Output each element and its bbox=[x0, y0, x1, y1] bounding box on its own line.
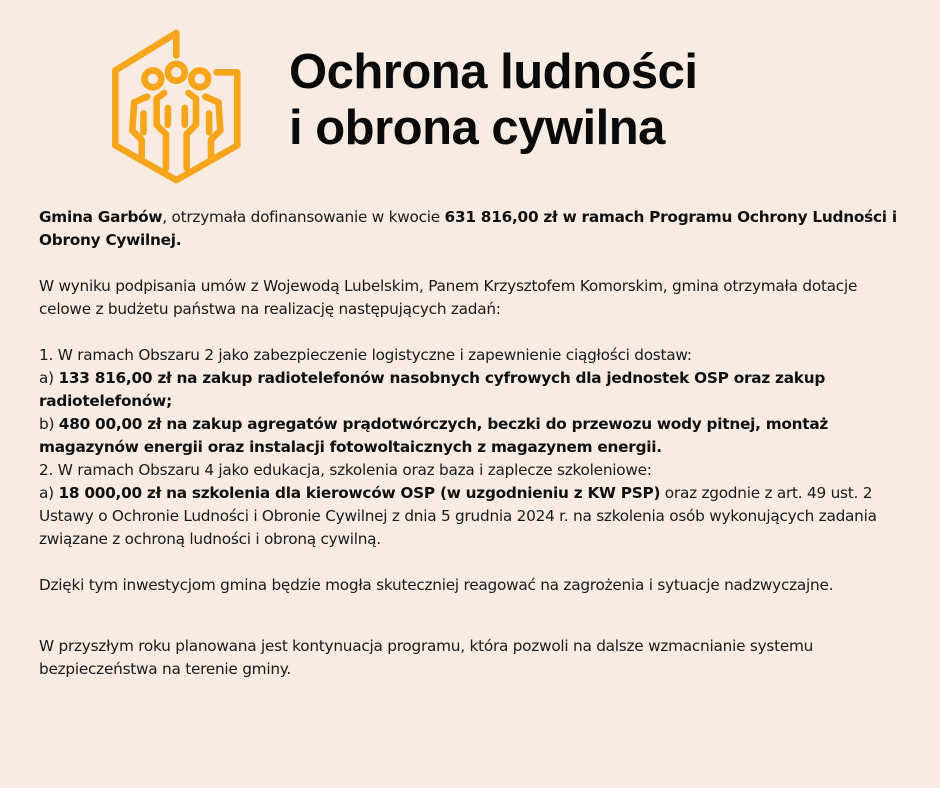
title-line-1: Ochrona ludności bbox=[289, 45, 698, 99]
area4-heading: 2. W ramach Obszaru 4 jako edukacja, szkolenia oraz baza i zaplecze szkoleniowe: bbox=[39, 461, 652, 479]
intro-amount-program: 631 816,00 zł w ramach Programu Ochrony Ludności i Obrony Cywilnej. bbox=[39, 208, 897, 249]
article-body bbox=[39, 206, 899, 681]
area2-heading: 1. W ramach Obszaru 2 jako zabezpieczenie logistyczne i zapewnienie ciągłości dostaw: bbox=[39, 346, 692, 364]
header bbox=[0, 0, 940, 200]
area4-item-a-bold: 18 000,00 zł na szkolenia dla kierowców OSP (w uzgodnieniu z KW PSP) bbox=[58, 484, 661, 502]
gmina-name: Gmina Garbów bbox=[39, 208, 163, 226]
investments-paragraph: Dzięki tym inwestycjom gmina będzie mogła skuteczniej reagować na zagrożenia i sytuacje nadzwyczajne. bbox=[39, 576, 834, 594]
area4-item-a-rest: oraz zgodnie z art. 49 ust. 2 Ustawy o Ochronie Ludności i Obronie Cywilnej z dnia 5 grudnia 2024 r. na szkolenia osób wykonujących zadania związane z ochroną ludności i obroną cywilną. bbox=[39, 484, 877, 548]
intro-text: , otrzymała dofinansowanie w kwocie bbox=[162, 208, 445, 226]
future-paragraph: W przyszłym roku planowana jest kontynuacja programu, która pozwoli na dalsze wzmacnianie systemu bezpieczeństwa na terenie gminy. bbox=[39, 637, 814, 678]
civil-protection-people-icon bbox=[106, 26, 256, 188]
area2-item-b bbox=[39, 413, 899, 459]
item-prefix: a) bbox=[39, 369, 59, 387]
area2-item-a bbox=[39, 367, 899, 413]
item-prefix: a) bbox=[39, 484, 59, 502]
area4-item-a bbox=[39, 482, 899, 551]
intro-paragraph bbox=[39, 206, 899, 252]
area2-item-b-text: 480 00,00 zł na zakup agregatów prądotwórczych, beczki do przewozu wody pitnej, montaż magazynów energii oraz instalacji fotowoltaicznych z magazynem energii. bbox=[39, 415, 829, 456]
item-prefix: b) bbox=[39, 415, 59, 433]
title-line-2: i obrona cywilna bbox=[289, 101, 665, 155]
agreements-paragraph: W wyniku podpisania umów z Wojewodą Lubelskim, Panem Krzysztofem Komorskim, gmina otrzymała dotacje celowe z budżetu państwa na realizację następujących zadań: bbox=[39, 277, 858, 318]
area2-item-a-text: 133 816,00 zł na zakup radiotelefonów nasobnych cyfrowych dla jednostek OSP oraz zakup radiotelefonów; bbox=[39, 369, 826, 410]
page-title bbox=[289, 44, 698, 156]
